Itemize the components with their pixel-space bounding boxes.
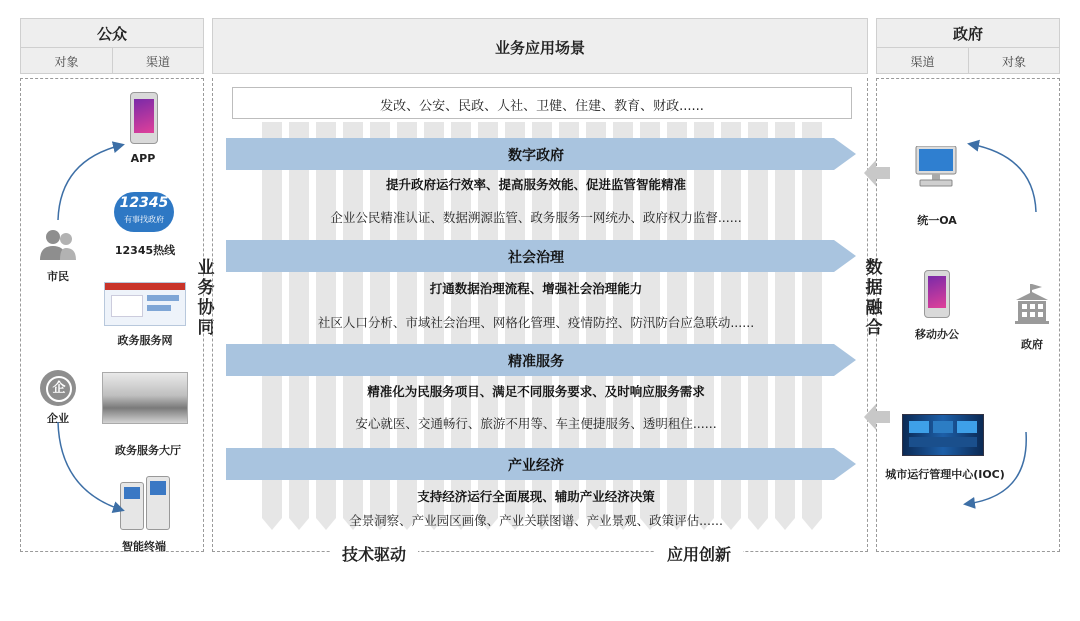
right-flow-arrows [960, 130, 1050, 520]
scenario-goal-3: 精准化为民服务项目、满足不同服务要求、及时响应服务需求 [367, 384, 705, 399]
computer-icon [912, 146, 960, 190]
hall-label: 政务服务大厅 [115, 444, 181, 457]
gov-title: 政府 [952, 25, 983, 43]
scenario-title-1: 数字政府 [508, 148, 564, 164]
scenario-detail-3: 安心就医、交通畅行、旅游不用等、车主便捷服务、透明租住...... [355, 416, 717, 431]
scenario-title-4: 产业经济 [508, 458, 564, 474]
gov-label: 政府 [1021, 338, 1043, 351]
scenario-detail-2: 社区人口分析、市域社会治理、网格化管理、疫情防控、防汛防台应急联动...... [317, 315, 755, 330]
bottom-divider [212, 551, 868, 552]
public-col-object: 对象 [54, 55, 79, 69]
ioc-label: 城市运行管理中心(IOC) [885, 468, 1005, 481]
scenario-title-3: 精准服务 [508, 354, 564, 370]
scenario-goal-4: 支持经济运行全面展现、辅助产业经济决策 [417, 489, 655, 504]
gov-col-channel: 渠道 [910, 55, 935, 69]
departments-text: 发改、公安、民政、人社、卫健、住建、教育、财政...... [380, 99, 704, 114]
scenario-goal-2: 打通数据治理流程、增强社会治理能力 [429, 281, 643, 296]
mobile-phone-icon [924, 270, 950, 318]
public-header [20, 18, 204, 74]
scenario-detail-1: 企业公民精准认证、数据溯源监管、政务服务一网统办、政府权力监督...... [330, 210, 742, 225]
left-arrow-icon [864, 158, 890, 188]
public-col-channel: 渠道 [145, 55, 170, 69]
hotline-logo-icon: 12345 有事找政府 [114, 192, 174, 232]
scenario-goal-1: 提升政府运行效率、提高服务效能、促进监管智能精准 [385, 177, 686, 192]
data-fusion-label: 数 据 融 合 [865, 258, 883, 338]
gov-header [876, 18, 1060, 74]
tech-driven-label: 技术驱动 [330, 542, 418, 565]
terminal-label: 智能终端 [122, 540, 166, 553]
app-innovation-label: 应用创新 [655, 542, 743, 565]
departments-box [232, 87, 852, 119]
hotline-label: 12345热线 [114, 244, 176, 257]
left-flow-arrows [30, 130, 140, 520]
enterprise-icon: 企 [40, 370, 76, 406]
center-title: 业务应用场景 [494, 39, 585, 57]
oa-label: 统一OA [917, 214, 957, 227]
app-label: APP [130, 152, 156, 165]
center-header [212, 18, 868, 74]
gov-col-object: 对象 [1001, 55, 1026, 69]
scenario-title-2: 社会治理 [508, 250, 564, 266]
business-collaboration-label: 业 务 协 同 [197, 258, 215, 338]
web-label: 政务服务网 [117, 334, 173, 347]
left-arrow-icon [864, 402, 890, 432]
mobile-label: 移动办公 [915, 328, 959, 341]
enterprise-label: 企业 [47, 412, 69, 425]
public-title: 公众 [96, 25, 127, 43]
citizen-label: 市民 [47, 270, 69, 283]
scenario-detail-4: 全景洞察、产业园区画像、产业关联图谱、产业景观、政策评估...... [349, 513, 723, 528]
